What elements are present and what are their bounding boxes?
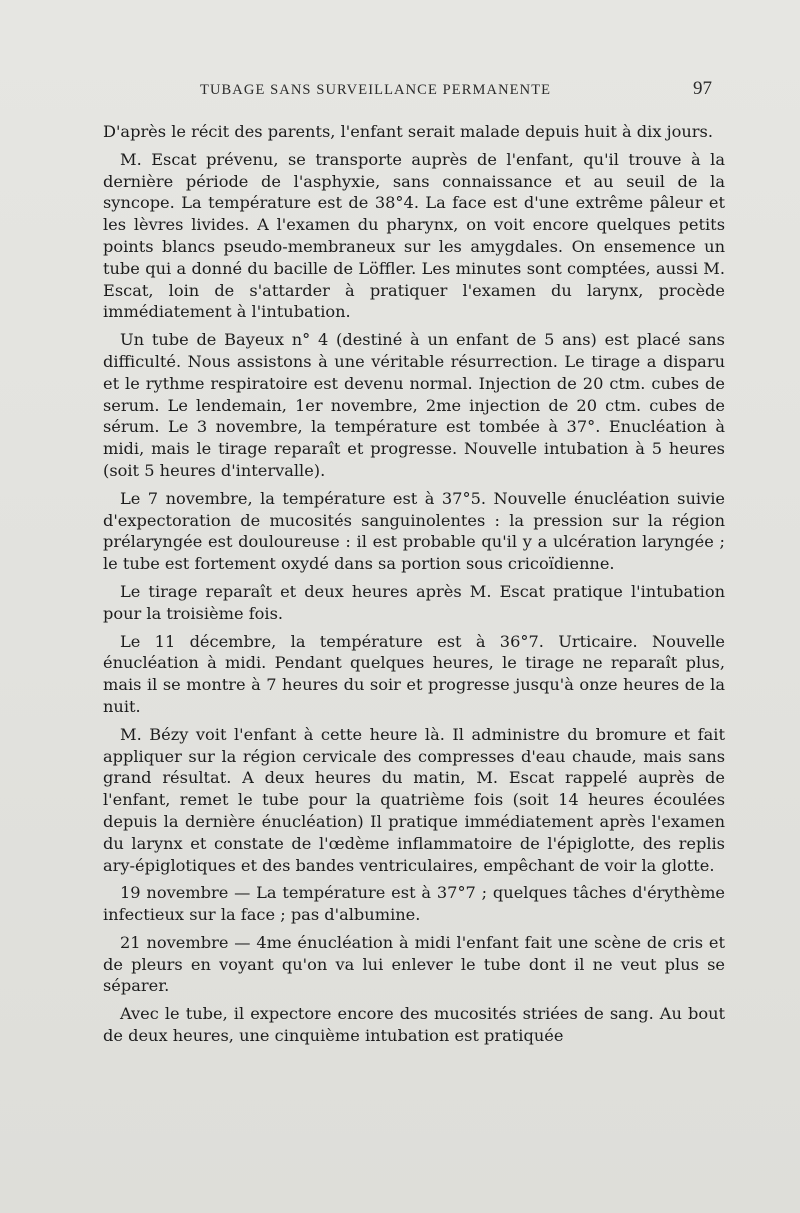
page-header xyxy=(100,78,720,102)
paragraph: M. Escat prévenu, se transporte auprès de l'enfant, qu'il trouve à la dernière période de l'asphyxie, sans connaissance et au seuil de la syncope. La température est de 38°4. La face est d'une extrême pâleur et les lèvres livides. A l'examen du pharynx, on voit encore quelques petits points blancs pseudo-membraneux sur les amygdales. On ensemence un tube qui a donné du bacille de Löffler. Les minutes sont comptées, aussi M. Escat, loin de s'attarder à pratiquer l'examen du larynx, procède immédiatement à l'intubation. xyxy=(103,149,725,322)
paragraph: 21 novembre — 4me énucléation à midi l'enfant fait une scène de cris et de pleurs en voyant qu'on va lui enlever le tube dont il ne veut plus se séparer. xyxy=(103,932,725,996)
paragraph: Un tube de Bayeux n° 4 (destiné à un enfant de 5 ans) est placé sans difficulté. Nous assistons à une véritable résurrection. Le tirage a disparu et le rythme respiratoire est devenu normal. Injection de 20 ctm. cubes de serum. Le lendemain, 1er novembre, 2me injection de 20 ctm. cubes de sérum. Le 3 novembre, la température est tombée à 37°. Enucléation à midi, mais le tirage reparaît et progresse. Nouvelle intubation à 5 heures (soit 5 heures d'intervalle). xyxy=(103,330,725,480)
paragraph: 19 novembre — La température est à 37°7 ; quelques tâches d'érythème infectieux sur la face ; pas d'albumine. xyxy=(103,883,725,925)
body-text xyxy=(103,121,725,1053)
paragraph: Avec le tube, il expectore encore des mucosités striées de sang. Au bout de deux heures, une cinquième intubation est pratiquée xyxy=(103,1004,725,1046)
paragraph: D'après le récit des parents, l'enfant serait malade depuis huit à dix jours. xyxy=(103,122,713,141)
paragraph: Le 7 novembre, la température est à 37°5. Nouvelle énucléation suivie d'expectoration de mucosités sanguinolentes : la pression sur la région prélaryngée est douloureuse : il est probable qu'il y a ulcération laryngée ; le tube est fortement oxydé dans sa portion sous cricoïdienne. xyxy=(103,488,725,574)
running-title: TUBAGE SANS SURVEILLANCE PERMANENTE xyxy=(200,82,552,98)
paragraph: Le tirage reparaît et deux heures après M. Escat pratique l'intubation pour la troisième fois. xyxy=(103,581,725,623)
page-number: 97 xyxy=(693,78,712,99)
paragraph: M. Bézy voit l'enfant à cette heure là. Il administre du bromure et fait appliquer sur la région cervicale des compresses d'eau chaude, mais sans grand résultat. A deux heures du matin, M. Escat rappelé auprès de l'enfant, remet le tube pour la quatrième fois (soit 14 heures écoulées depuis la dernière énucléation) Il pratique immédiatement après l'examen du larynx et constate de l'œdème inflammatoire de l'épiglotte, des replis ary-épiglotiques et des bandes ventriculaires, empêchant de voir la glotte. xyxy=(103,724,725,875)
paragraph: Le 11 décembre, la température est à 36°7. Urticaire. Nouvelle énucléation à midi. Pendant quelques heures, le tirage ne reparaît plus, mais il se montre à 7 heures du soir et progresse jusqu'à onze heures de la nuit. xyxy=(103,631,725,716)
